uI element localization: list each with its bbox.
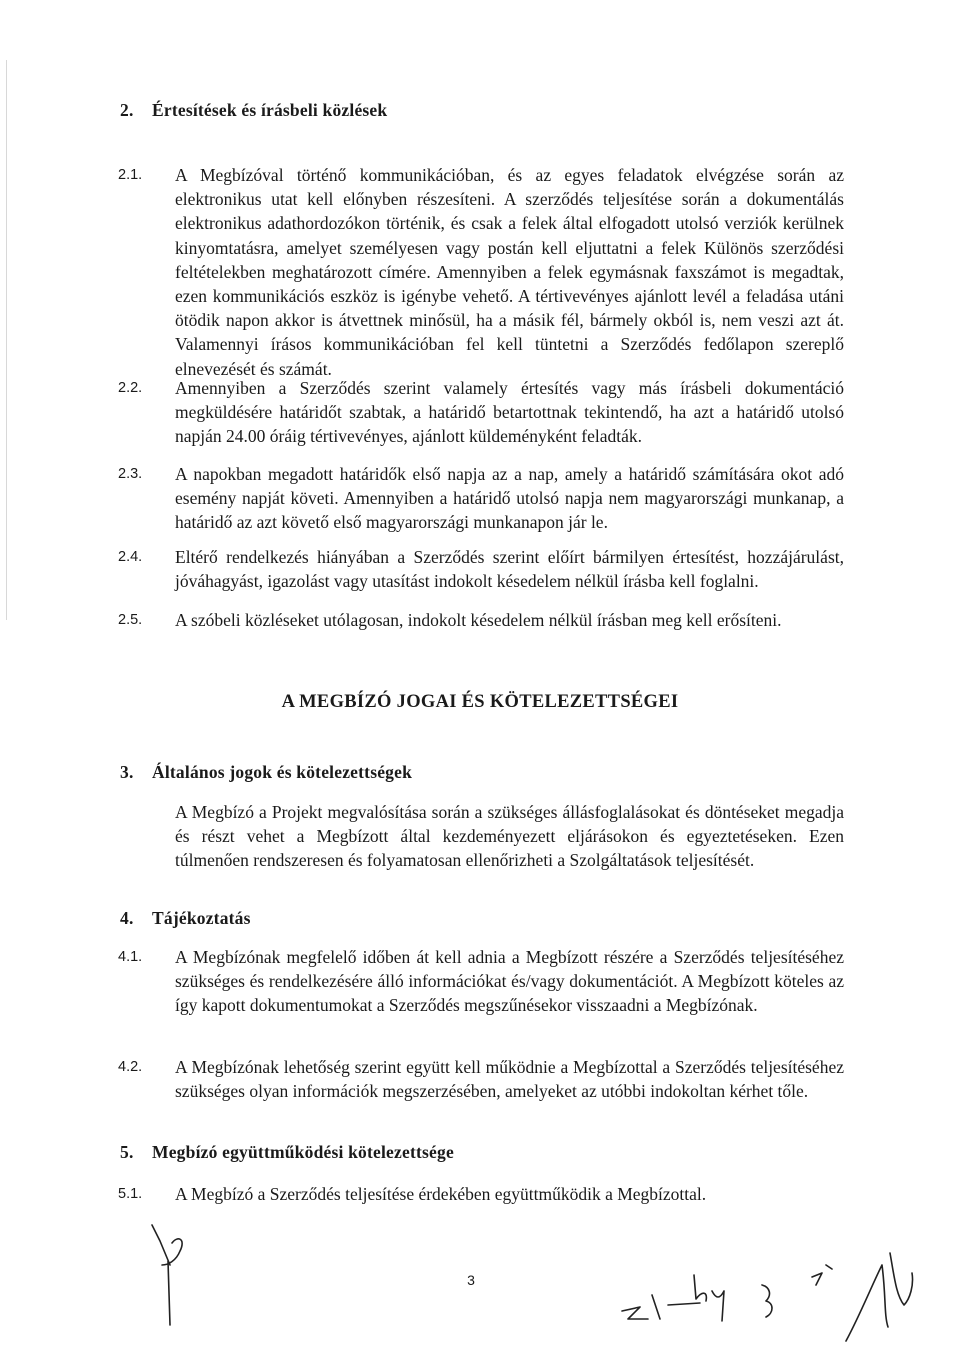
part-title: A MEGBÍZÓ JOGAI ÉS KÖTELEZETTSÉGEI	[281, 692, 679, 712]
initial-right-2	[812, 1265, 832, 1285]
clause-number: 2.3.	[118, 466, 143, 482]
clause-4-1	[118, 945, 844, 1018]
heading-section-2	[120, 100, 387, 121]
heading-number: 4.	[120, 908, 134, 928]
clause-text: A szóbeli közléseket utólagosan, indokolt késedelem nélkül írásban meg kell erősíteni.	[175, 610, 782, 630]
heading-title: Általános jogok és kötelezettségek	[152, 762, 413, 782]
clause-2-1	[118, 163, 844, 381]
heading-title: Értesítések és írásbeli közlések	[152, 100, 388, 120]
clause-2-5	[118, 608, 844, 632]
clause-4-2	[118, 1055, 844, 1103]
clause-number: 2.1.	[118, 167, 143, 183]
clause-text: A Megbízó a Szerződés teljesítése érdekében együttműködik a Megbízottal.	[175, 1184, 707, 1204]
heading-number: 2.	[120, 100, 134, 120]
clause-number: 2.5.	[118, 612, 143, 628]
clause-2-2	[118, 376, 844, 449]
clause-number: 5.1.	[118, 1186, 143, 1202]
heading-title: Tájékoztatás	[152, 908, 251, 928]
clause-text: A Megbízónak megfelelő időben át kell adnia a Megbízott részére a Szerződés teljesítéséhez szükséges és rendelkezésére álló információkat és/vagy dokumentációt. A Megbízott köteles az így kapott dokumentumokat a Szerződés megszűnésekor visszaadni a Megbízónak.	[175, 947, 844, 1016]
heading-title: Megbízó együttműködési kötelezettsége	[152, 1142, 454, 1162]
heading-section-4	[120, 908, 251, 929]
clause-text: Amennyiben a Szerződés szerint valamely értesítés vagy más írásbeli dokumentáció megküldésére határidőt szabtak, a határidő betartottnak tekintendő, ha azt a határidő utolsó napján 24.00 óráig tértivevényes, ajánlott küldeményként feladták.	[175, 378, 844, 447]
clause-number: 2.4.	[118, 549, 143, 565]
clause-text: A Megbízónak lehetőség szerint együtt kell működnie a Megbízottal a Szerződés teljesítéséhez szükséges olyan információk megszerzésében, amelyeket az utóbbi indokoltan kérhet tőle.	[175, 1057, 844, 1102]
clause-text: Eltérő rendelkezés hiányában a Szerződés szerint előírt bármilyen értesítést, hozzájárulást, jóváhagyást, igazolást vagy utasítást indokolt késedelem nélkül írásba kell foglalni.	[175, 547, 844, 592]
initial-right-3	[846, 1253, 913, 1341]
clause-number: 4.1.	[118, 949, 143, 965]
heading-section-5	[120, 1142, 454, 1163]
scan-margin-line	[6, 60, 7, 620]
page-number: 3	[467, 1272, 475, 1288]
heading-number: 5.	[120, 1142, 134, 1162]
section-3-body: A Megbízó a Projekt megvalósítása során a szükséges állásfoglalásokat és döntéseket megadja és részt vehet a Megbízott által kezdeményezett eljárásokon és egyeztetéseken. Ezen túlmenően rendszeresen és folyamatosan ellenőrizheti a Szolgáltatások teljesítését.	[175, 802, 844, 871]
heading-section-3	[120, 762, 412, 783]
initial-right-1	[762, 1285, 772, 1317]
initial-middle	[622, 1275, 724, 1321]
clause-2-4	[118, 545, 844, 593]
initial-left	[152, 1225, 182, 1325]
heading-number: 3.	[120, 762, 134, 782]
clause-number: 4.2.	[118, 1059, 143, 1075]
clause-text: A napokban megadott határidők első napja az a nap, amely a határidő számítására okot adó esemény napját követi. Amennyiben a határidő utolsó napja nem magyarországi munkanap, a határidő az azt követő első magyarországi munkanapon jár le.	[175, 464, 844, 533]
clause-number: 2.2.	[118, 380, 143, 396]
clause-text: A Megbízóval történő kommunikációban, és az egyes feladatok elvégzése során az elektronikus utat kell előnyben részesíteni. A szerződés teljesítése során a dokumentálás elektronikus adathordozókon történik, és csak a felek által elfogadott utolsó verziók kerülnek kinyomtatásra, amelyet személyesen vagy postán kell eljuttatni a felek Különös szerződési feltételekben meghatározott címére. Amennyiben a felek egymásnak faxszámot is megadtak, ezen kommunikációs eszköz is igénybe vehető. A tértivevényes ajánlott levél a feladása utáni ötödik napon akkor is átvettnek minősül, ha a másik fél, bármely okból is, nem veszi azt át. Valamennyi írásos kommunikációban fel kell tüntetni a Szerződés fedőlapon szereplő elnevezését és számát.	[175, 165, 844, 379]
clause-2-3	[118, 462, 844, 535]
